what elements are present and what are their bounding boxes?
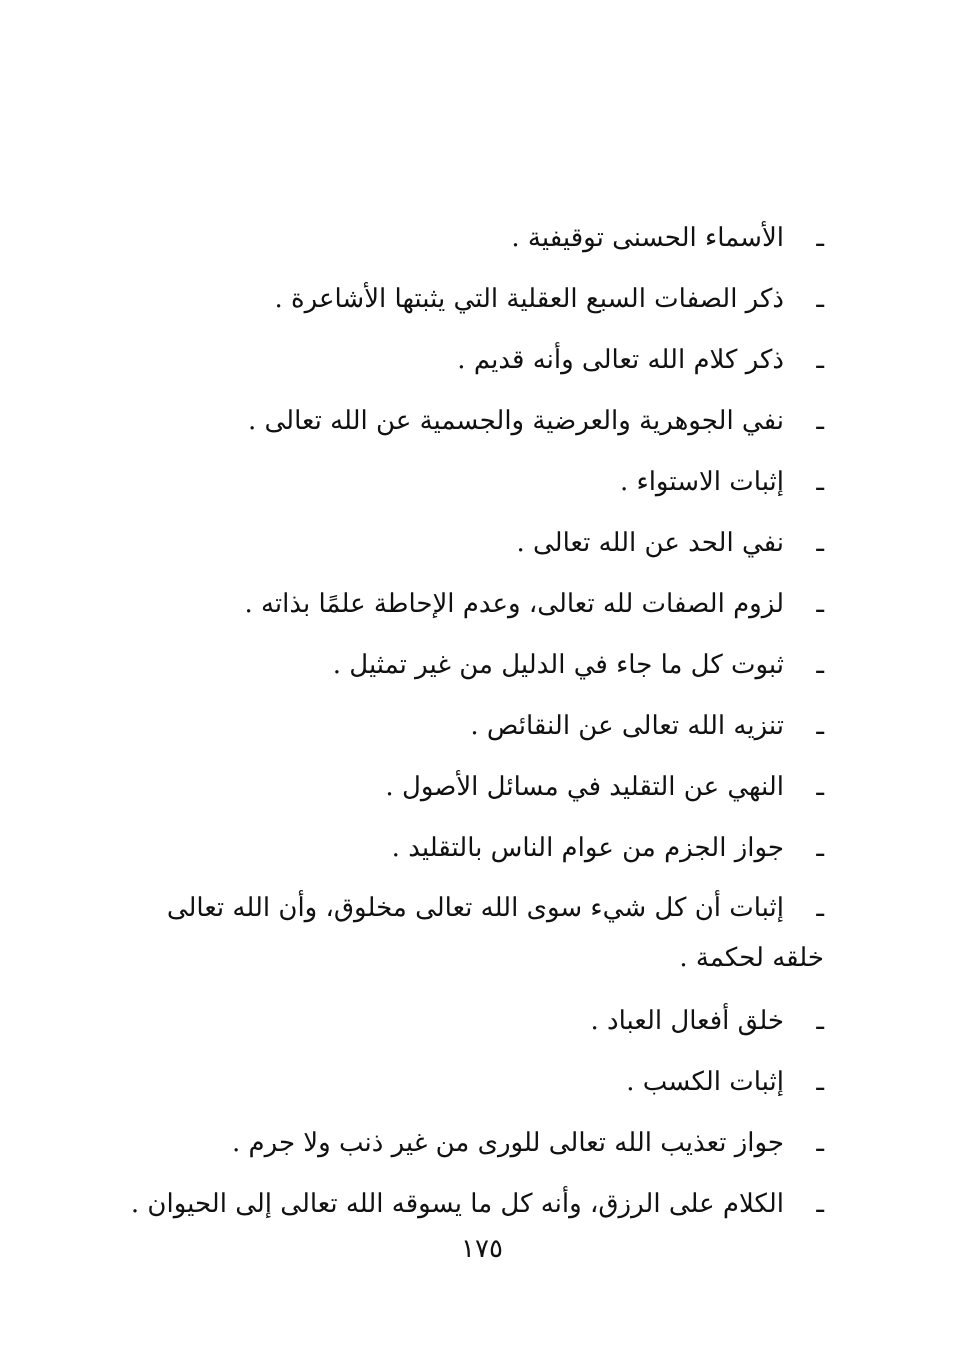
item-text: جواز تعذيب الله تعالى للورى من غير ذنب ولا جرم . — [232, 1128, 784, 1158]
item-dash: ـ — [816, 772, 824, 802]
item-dash: ـ — [816, 893, 824, 923]
item-text: نفي الجوهرية والعرضية والجسمية عن الله تعالى . — [247, 406, 784, 436]
item-text: خلق أفعال العباد . — [590, 1006, 784, 1036]
list-item — [130, 700, 824, 752]
item-dash: ـ — [816, 833, 824, 863]
item-text: الأسماء الحسنى توقيفية . — [511, 223, 784, 253]
item-text: الكلام على الرزق، وأنه كل ما يسوقه الله تعالى إلى الحيوان . — [130, 1189, 784, 1219]
item-dash: ـ — [816, 284, 824, 314]
item-text: نفي الحد عن الله تعالى . — [516, 528, 784, 558]
item-dash: ـ — [816, 589, 824, 619]
item-text: ذكر كلام الله تعالى وأنه قديم . — [457, 345, 784, 375]
item-dash: ـ — [816, 345, 824, 375]
item-dash: ـ — [816, 1128, 824, 1158]
item-text: تنزيه الله تعالى عن النقائص . — [470, 711, 784, 741]
list-item — [130, 578, 824, 630]
item-text: إثبات أن كل شيء سوى الله تعالى مخلوق، وأن الله تعالى خلقه لحكمة . — [166, 893, 824, 973]
list-item — [130, 334, 824, 386]
item-dash: ـ — [816, 406, 824, 436]
item-dash: ـ — [816, 711, 824, 741]
item-text: ذكر الصفات السبع العقلية التي يثبتها الأشاعرة . — [274, 284, 784, 314]
list-item — [130, 883, 824, 983]
item-dash: ـ — [816, 528, 824, 558]
item-text: النهي عن التقليد في مسائل الأصول . — [385, 772, 784, 802]
list-item — [130, 1178, 824, 1230]
item-dash: ـ — [816, 1067, 824, 1097]
item-dash: ـ — [816, 1006, 824, 1036]
list-item — [130, 1056, 824, 1108]
item-text: لزوم الصفات لله تعالى، وعدم الإحاطة علمًا بذاته . — [244, 589, 784, 619]
item-list — [130, 212, 824, 1239]
list-item — [130, 761, 824, 813]
list-item — [130, 995, 824, 1047]
item-text: ثبوت كل ما جاء في الدليل من غير تمثيل . — [332, 650, 784, 680]
item-text: جواز الجزم من عوام الناس بالتقليد . — [391, 833, 784, 863]
list-item — [130, 456, 824, 508]
item-dash: ـ — [816, 650, 824, 680]
page-number: ١٧٥ — [461, 1234, 503, 1264]
list-item — [130, 517, 824, 569]
list-item — [130, 1117, 824, 1169]
item-text: إثبات الكسب . — [626, 1067, 784, 1097]
list-item — [130, 395, 824, 447]
item-text: إثبات الاستواء . — [619, 467, 784, 497]
list-item — [130, 822, 824, 874]
list-item — [130, 212, 824, 264]
item-dash: ـ — [816, 223, 824, 253]
item-dash: ـ — [816, 1189, 824, 1219]
item-dash: ـ — [816, 467, 824, 497]
list-item — [130, 639, 824, 691]
list-item — [130, 273, 824, 325]
